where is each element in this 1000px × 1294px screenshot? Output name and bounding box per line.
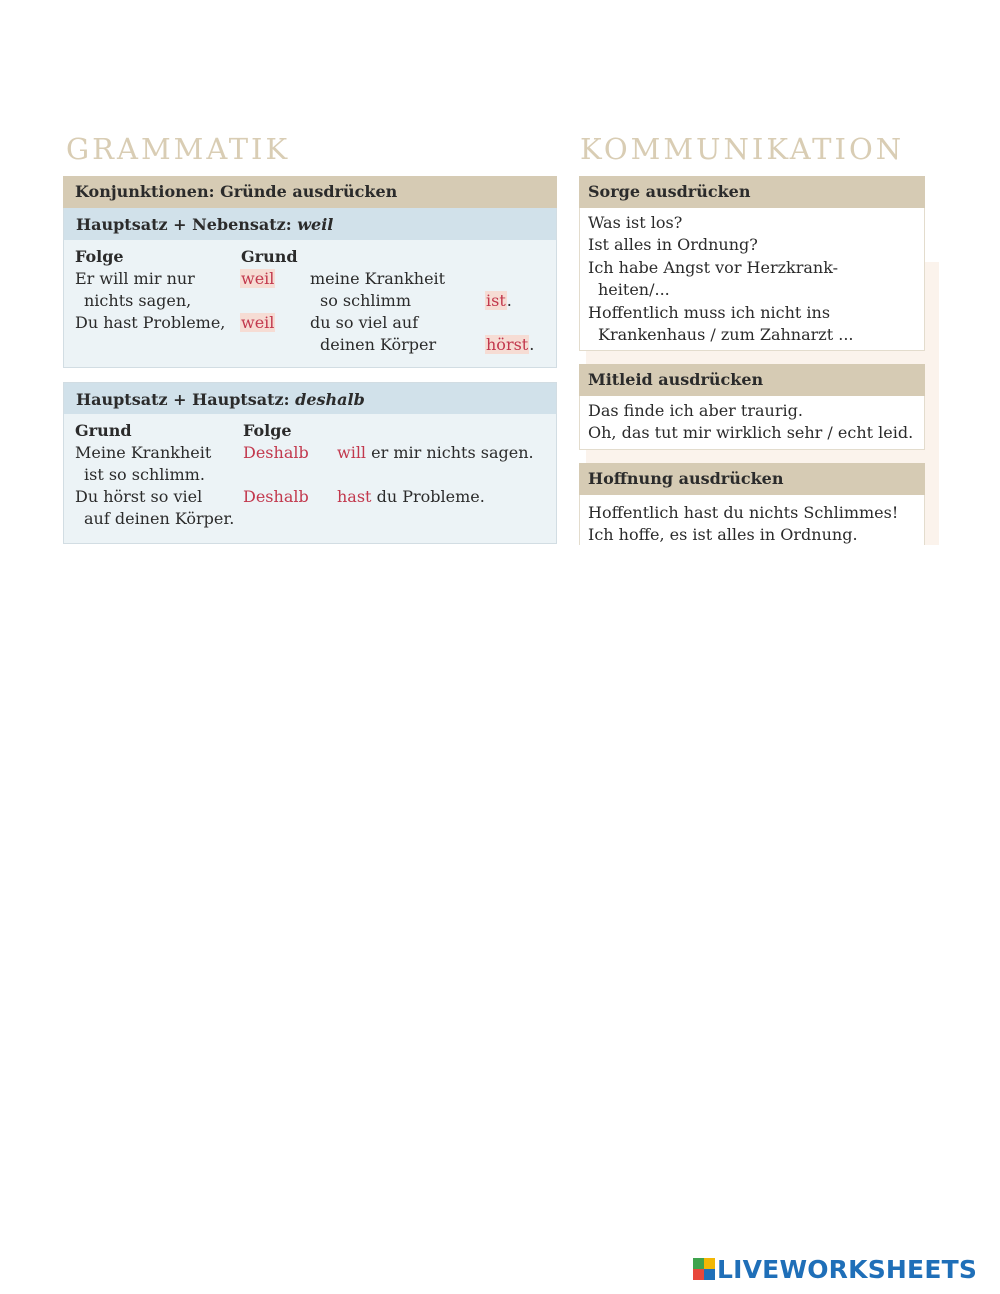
punctuation: . (529, 335, 535, 354)
section-header-prefix: Hauptsatz + Hauptsatz: (76, 390, 290, 409)
col-header-grund: Grund (75, 421, 132, 440)
phrase: heiten/... (598, 280, 670, 300)
col-header-folge: Folge (75, 247, 124, 266)
conjunction-highlight: weil (241, 313, 275, 332)
example-text: auf deinen Körper. (84, 509, 235, 528)
example-text: Du hörst so viel (75, 487, 203, 506)
verb-highlight: hast (337, 487, 372, 506)
col-header-grund: Grund (241, 247, 298, 266)
sorge-body (579, 208, 925, 351)
sorge-title: Sorge ausdrücken (579, 176, 925, 208)
mitleid-title: Mitleid ausdrücken (579, 364, 925, 396)
mitleid-body (579, 396, 925, 450)
conjunction-highlight: Deshalb (243, 487, 309, 506)
grammar-box-title: Konjunktionen: Gründe ausdrücken (63, 176, 557, 208)
weil-examples-panel (63, 240, 557, 368)
verb-highlight: will (337, 443, 367, 462)
verb-highlight: hörst (486, 335, 529, 354)
phrase: Hoffentlich muss ich nicht ins (588, 302, 831, 322)
example-text: du so viel auf (310, 313, 419, 332)
conjunction-highlight: weil (241, 269, 275, 288)
example-text: Meine Krankheit (75, 443, 212, 462)
example-text: so schlimm (320, 291, 411, 310)
sorge-box (579, 176, 925, 351)
conjunction-highlight: Deshalb (243, 443, 309, 462)
section-header-weil (63, 208, 557, 240)
example-text: nichts sagen, (84, 291, 192, 310)
phrase: Oh, das tut mir wirklich sehr / echt leid. (588, 423, 914, 443)
mitleid-box (579, 364, 925, 450)
phrase: Ist alles in Ordnung? (588, 235, 758, 255)
example-text: Du hast Probleme, (75, 313, 226, 332)
hoffnung-body (579, 495, 925, 545)
example-text: Er will mir nur (75, 269, 195, 288)
logo-text: LIVEWORKSHEETS (717, 1254, 978, 1284)
phrase: Ich hoffe, es ist alles in Ordnung. (588, 525, 858, 545)
phrase: Was ist los? (588, 213, 683, 232)
logo-mark-icon (693, 1258, 715, 1280)
grammar-box (63, 176, 557, 544)
section-header-conjunction: deshalb (295, 390, 365, 409)
verb-highlight: ist (486, 291, 506, 310)
grammatik-title: GRAMMATIK (66, 132, 291, 166)
section-header-prefix: Hauptsatz + Nebensatz: (76, 215, 292, 234)
phrase: Das finde ich aber traurig. (588, 401, 803, 420)
phrase: Ich habe Angst vor Herzkrank- (588, 257, 839, 277)
example-text: er mir nichts sagen. (371, 443, 534, 462)
example-text: ist so schlimm. (84, 465, 205, 484)
section-header-deshalb (63, 382, 557, 414)
phrase: Krankenhaus / zum Zahnarzt ... (598, 325, 854, 345)
section-header-conjunction: weil (297, 215, 334, 234)
example-text: deinen Körper (320, 335, 437, 354)
kommunikation-title: KOMMUNIKATION (580, 132, 905, 166)
liveworksheets-logo[interactable] (693, 1254, 977, 1284)
col-header-folge: Folge (243, 421, 292, 440)
punctuation: . (506, 291, 512, 310)
example-text: du Probleme. (376, 487, 485, 506)
example-text: meine Krankheit (310, 269, 446, 288)
hoffnung-box (579, 463, 925, 545)
phrase: Hoffentlich hast du nichts Schlimmes! (588, 503, 899, 522)
hoffnung-title: Hoffnung ausdrücken (579, 463, 925, 495)
deshalb-examples-panel (63, 414, 557, 544)
